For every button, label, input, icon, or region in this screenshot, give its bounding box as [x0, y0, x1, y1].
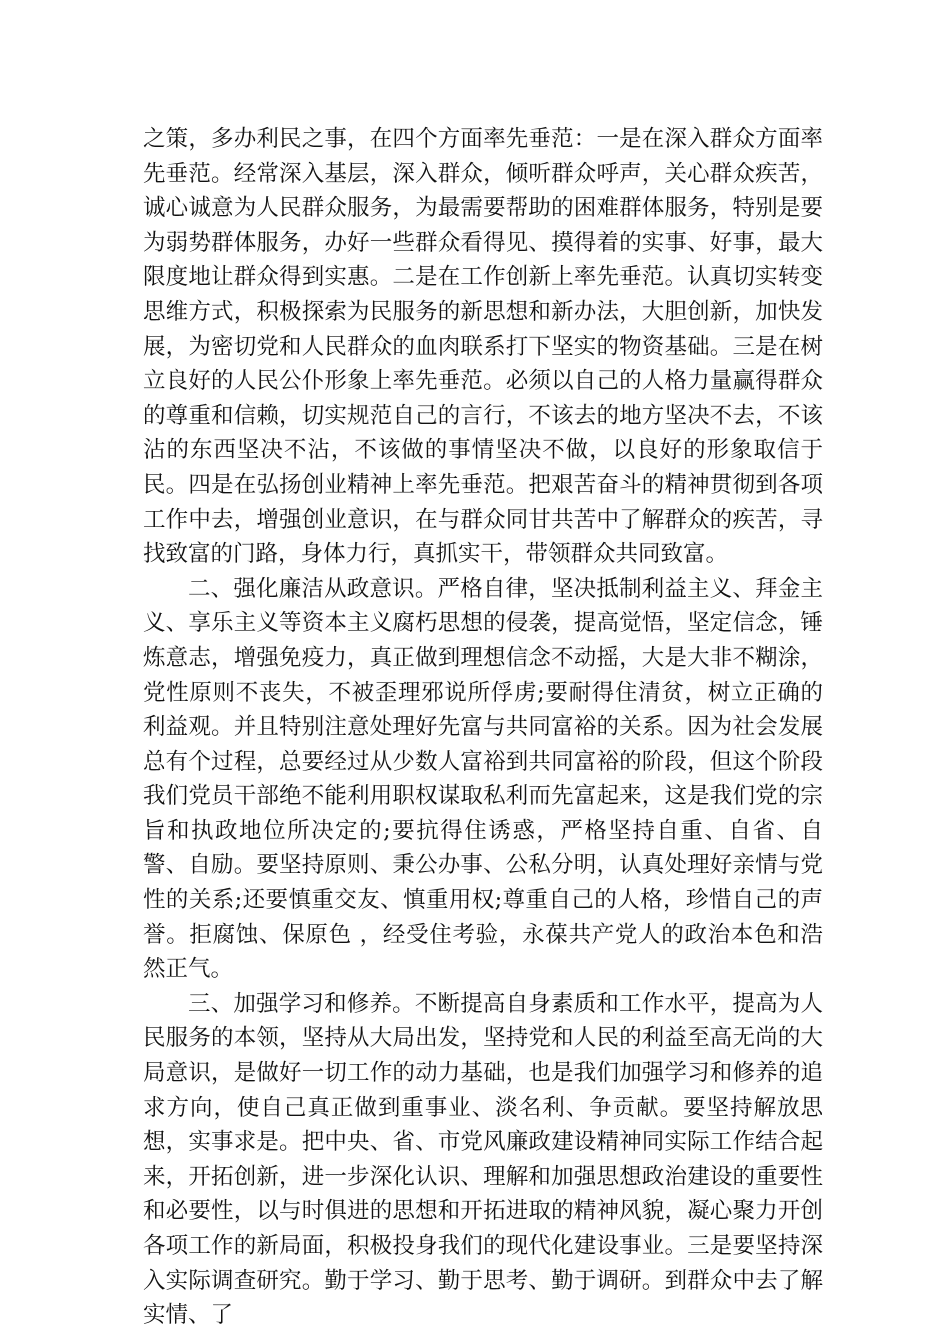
paragraph-continuation: 之策，多办利民之事，在四个方面率先垂范：一是在深入群众方面率先垂范。经常深入基层，深入群众，倾听群众呼声，关心群众疾苦，诚心诚意为人民群众服务，为最需要帮助的困难群体服务，特别是要为弱势群体服务，办好一些群众看得见、摸得着的实事、好事，最大限度地让群众得到实惠。二是在工作创新上率先垂范。认真切实转变思维方式，积极探索为民服务的新思想和新办法，大胆创新，加快发展，为密切党和人民群众的血肉联系打下坚实的物资基础。三是在树立良好的人民公仆形象上率先垂范。必须以自己的人格力量赢得群众的尊重和信赖，切实规范自己的言行，不该去的地方坚决不去，不该沾的东西坚决不沾，不该做的事情坚决不做，以良好的形象取信于民。四是在弘扬创业精神上率先垂范。把艰苦奋斗的精神贯彻到各项工作中去，增强创业意识，在与群众同甘共苦中了解群众的疾苦，寻找致富的门路，身体力行，真抓实干，带领群众共同致富。	[143, 126, 823, 568]
paragraph-section-two: 二、强化廉洁从政意识。严格自律，坚决抵制利益主义、拜金主义、享乐主义等资本主义腐朽思想的侵袭，提高觉悟，坚定信念，锤炼意志，增强免疫力，真正做到理想信念不动摇，大是大非不糊涂，党性原则不丧失，不被歪理邪说所俘虏;要耐得住清贫，树立正确的利益观。并且特别注意处理好先富与共同富裕的关系。因为社会发展总有个过程，总要经过从少数人富裕到共同富裕的阶段，但这个阶段我们党员干部绝不能利用职权谋取私利而先富起来，这是我们党的宗旨和执政地位所决定的;要抗得住诱惑，严格坚持自重、自省、自警、自励。要坚持原则、秉公办事、公私分明，认真处理好亲情与党性的关系;还要慎重交友、慎重用权;尊重自己的人格，珍惜自己的声誉。拒腐蚀、保原色 ，经受住考验，永葆共产党人的政治本色和浩然正气。	[143, 575, 823, 983]
document-body	[143, 122, 823, 1333]
paragraph-section-three: 三、加强学习和修养。不断提高自身素质和工作水平，提高为人民服务的本领，坚持从大局出发，坚持党和人民的利益至高无尚的大局意识，是做好一切工作的动力基础，也是我们加强学习和修养的追求方向，使自己真正做到重事业、淡名利、争贡献。要坚持解放思想，实事求是。把中央、省、市党风廉政建设精神同实际工作结合起来，开拓创新，进一步深化认识、理解和加强思想政治建设的重要性和必要性，以与时俱进的思想和开拓进取的精神风貌，凝心聚力开创各项工作的新局面，积极投身我们的现代化建设事业。三是要坚持深入实际调查研究。勤于学习、勤于思考、勤于调研。到群众中去了解实情、了	[143, 990, 823, 1329]
